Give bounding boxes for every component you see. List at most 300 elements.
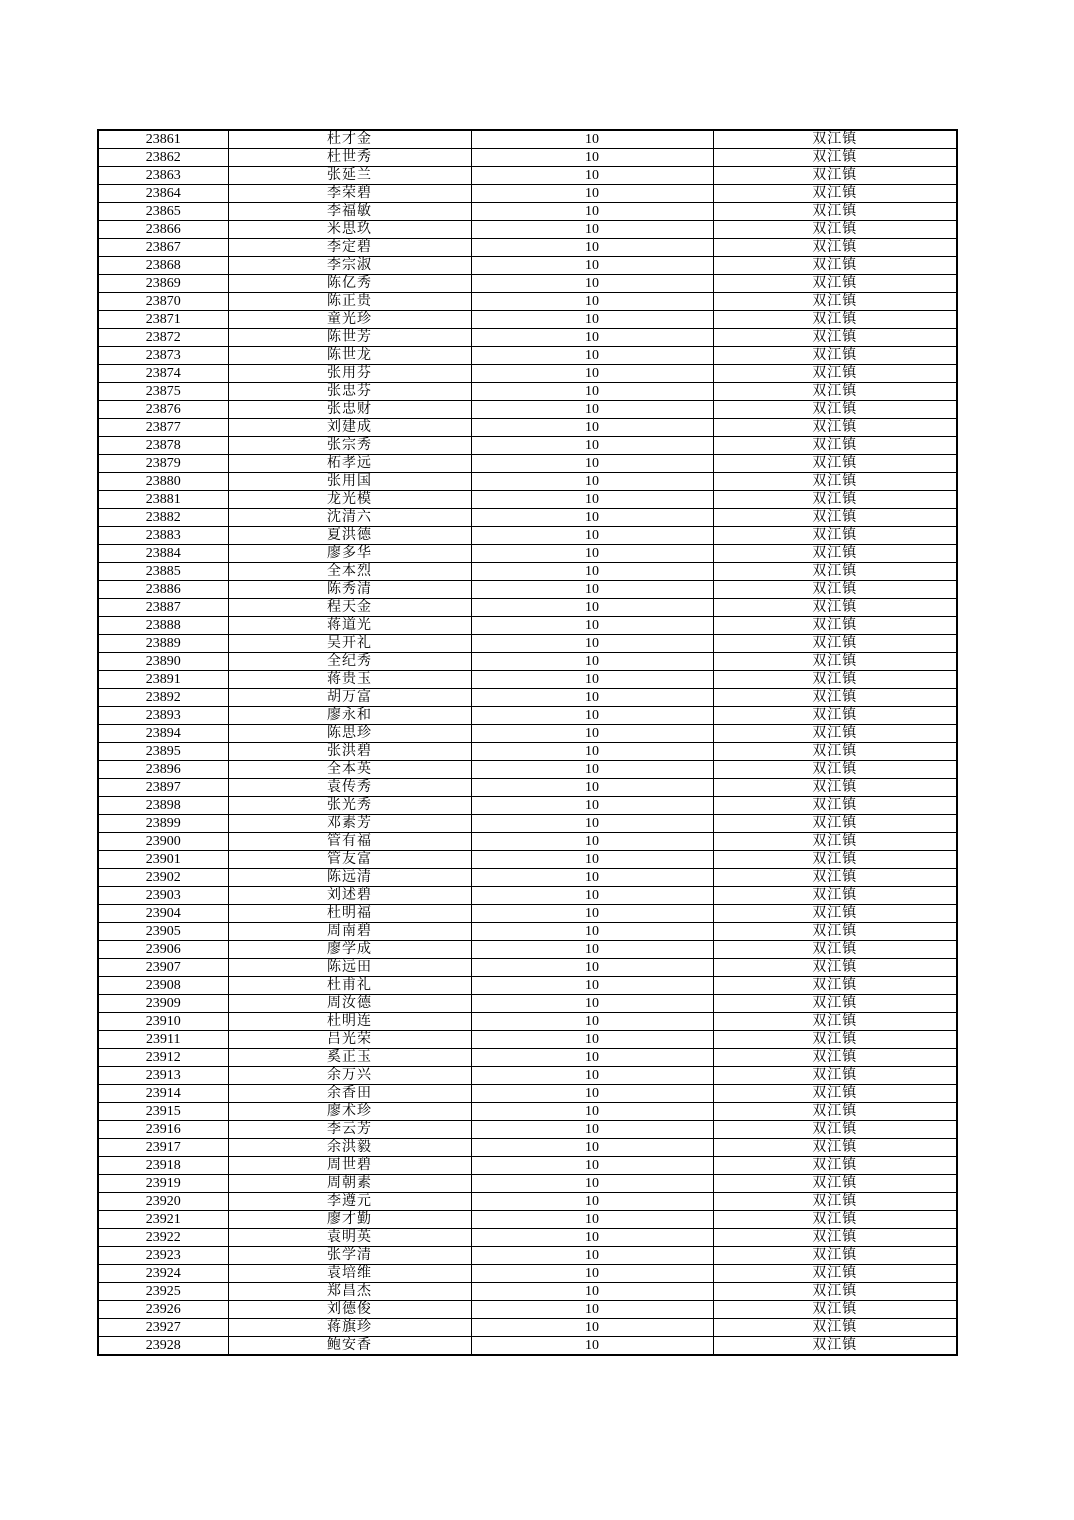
table-row: [98, 815, 957, 833]
table-row: [98, 239, 957, 257]
table-row: [98, 1157, 957, 1175]
serial-number-cell: 23886: [98, 581, 228, 599]
serial-number-cell: 23865: [98, 203, 228, 221]
town-cell: 双江镇: [713, 239, 957, 257]
amount-cell: 10: [471, 203, 713, 221]
table-row: [98, 203, 957, 221]
town-cell: 双江镇: [713, 653, 957, 671]
table-row: [98, 707, 957, 725]
table-row: [98, 761, 957, 779]
amount-cell: 10: [471, 707, 713, 725]
serial-number-cell: 23884: [98, 545, 228, 563]
town-cell: 双江镇: [713, 635, 957, 653]
serial-number-cell: 23902: [98, 869, 228, 887]
name-cell: 程天金: [228, 599, 471, 617]
table-row: [98, 329, 957, 347]
name-cell: 张忠芬: [228, 383, 471, 401]
amount-cell: 10: [471, 437, 713, 455]
amount-cell: 10: [471, 1247, 713, 1265]
town-cell: 双江镇: [713, 563, 957, 581]
town-cell: 双江镇: [713, 761, 957, 779]
amount-cell: 10: [471, 1193, 713, 1211]
name-cell: 张洪碧: [228, 743, 471, 761]
table-row: [98, 887, 957, 905]
serial-number-cell: 23889: [98, 635, 228, 653]
table-row: [98, 167, 957, 185]
table-row: [98, 1283, 957, 1301]
name-cell: 余洪毅: [228, 1139, 471, 1157]
town-cell: 双江镇: [713, 509, 957, 527]
town-cell: 双江镇: [713, 491, 957, 509]
town-cell: 双江镇: [713, 689, 957, 707]
roster-table: [97, 129, 958, 1356]
serial-number-cell: 23864: [98, 185, 228, 203]
town-cell: 双江镇: [713, 797, 957, 815]
name-cell: 胡万富: [228, 689, 471, 707]
amount-cell: 10: [471, 797, 713, 815]
name-cell: 张忠财: [228, 401, 471, 419]
amount-cell: 10: [471, 293, 713, 311]
amount-cell: 10: [471, 779, 713, 797]
roster-sheet: [97, 129, 956, 1356]
town-cell: 双江镇: [713, 347, 957, 365]
table-row: [98, 743, 957, 761]
town-cell: 双江镇: [713, 419, 957, 437]
town-cell: 双江镇: [713, 779, 957, 797]
roster-body: [98, 130, 957, 1355]
serial-number-cell: 23899: [98, 815, 228, 833]
serial-number-cell: 23901: [98, 851, 228, 869]
name-cell: 杜才金: [228, 130, 471, 149]
serial-number-cell: 23863: [98, 167, 228, 185]
serial-number-cell: 23913: [98, 1067, 228, 1085]
table-row: [98, 671, 957, 689]
amount-cell: 10: [471, 1049, 713, 1067]
amount-cell: 10: [471, 1301, 713, 1319]
name-cell: 刘建成: [228, 419, 471, 437]
amount-cell: 10: [471, 1085, 713, 1103]
name-cell: 余万兴: [228, 1067, 471, 1085]
table-row: [98, 185, 957, 203]
amount-cell: 10: [471, 257, 713, 275]
name-cell: 陈远田: [228, 959, 471, 977]
serial-number-cell: 23885: [98, 563, 228, 581]
serial-number-cell: 23879: [98, 455, 228, 473]
name-cell: 邓素芳: [228, 815, 471, 833]
amount-cell: 10: [471, 869, 713, 887]
serial-number-cell: 23927: [98, 1319, 228, 1337]
town-cell: 双江镇: [713, 383, 957, 401]
serial-number-cell: 23894: [98, 725, 228, 743]
name-cell: 廖永和: [228, 707, 471, 725]
amount-cell: 10: [471, 455, 713, 473]
town-cell: 双江镇: [713, 599, 957, 617]
table-row: [98, 509, 957, 527]
table-row: [98, 563, 957, 581]
amount-cell: 10: [471, 149, 713, 167]
serial-number-cell: 23918: [98, 1157, 228, 1175]
table-row: [98, 383, 957, 401]
table-row: [98, 851, 957, 869]
name-cell: 杜甫礼: [228, 977, 471, 995]
amount-cell: 10: [471, 527, 713, 545]
amount-cell: 10: [471, 851, 713, 869]
amount-cell: 10: [471, 635, 713, 653]
amount-cell: 10: [471, 1175, 713, 1193]
amount-cell: 10: [471, 905, 713, 923]
town-cell: 双江镇: [713, 671, 957, 689]
town-cell: 双江镇: [713, 473, 957, 491]
amount-cell: 10: [471, 959, 713, 977]
table-row: [98, 1139, 957, 1157]
amount-cell: 10: [471, 365, 713, 383]
town-cell: 双江镇: [713, 401, 957, 419]
town-cell: 双江镇: [713, 1139, 957, 1157]
table-row: [98, 1229, 957, 1247]
name-cell: 张延兰: [228, 167, 471, 185]
serial-number-cell: 23909: [98, 995, 228, 1013]
amount-cell: 10: [471, 1283, 713, 1301]
serial-number-cell: 23878: [98, 437, 228, 455]
town-cell: 双江镇: [713, 905, 957, 923]
table-row: [98, 473, 957, 491]
amount-cell: 10: [471, 743, 713, 761]
name-cell: 李宗淑: [228, 257, 471, 275]
town-cell: 双江镇: [713, 455, 957, 473]
name-cell: 鲍安香: [228, 1337, 471, 1356]
name-cell: 陈世龙: [228, 347, 471, 365]
town-cell: 双江镇: [713, 617, 957, 635]
amount-cell: 10: [471, 563, 713, 581]
amount-cell: 10: [471, 1031, 713, 1049]
amount-cell: 10: [471, 725, 713, 743]
name-cell: 李定碧: [228, 239, 471, 257]
town-cell: 双江镇: [713, 707, 957, 725]
name-cell: 张光秀: [228, 797, 471, 815]
name-cell: 李遵元: [228, 1193, 471, 1211]
name-cell: 沈清六: [228, 509, 471, 527]
table-row: [98, 437, 957, 455]
serial-number-cell: 23868: [98, 257, 228, 275]
serial-number-cell: 23870: [98, 293, 228, 311]
table-row: [98, 1103, 957, 1121]
serial-number-cell: 23905: [98, 923, 228, 941]
amount-cell: 10: [471, 941, 713, 959]
serial-number-cell: 23882: [98, 509, 228, 527]
town-cell: 双江镇: [713, 437, 957, 455]
table-row: [98, 959, 957, 977]
serial-number-cell: 23904: [98, 905, 228, 923]
name-cell: 周汝德: [228, 995, 471, 1013]
table-row: [98, 599, 957, 617]
table-row: [98, 995, 957, 1013]
name-cell: 全本英: [228, 761, 471, 779]
table-row: [98, 797, 957, 815]
table-row: [98, 1265, 957, 1283]
serial-number-cell: 23872: [98, 329, 228, 347]
amount-cell: 10: [471, 761, 713, 779]
table-row: [98, 347, 957, 365]
amount-cell: 10: [471, 995, 713, 1013]
serial-number-cell: 23866: [98, 221, 228, 239]
name-cell: 李荣碧: [228, 185, 471, 203]
name-cell: 李云芳: [228, 1121, 471, 1139]
name-cell: 杜世秀: [228, 149, 471, 167]
serial-number-cell: 23891: [98, 671, 228, 689]
serial-number-cell: 23869: [98, 275, 228, 293]
name-cell: 廖多华: [228, 545, 471, 563]
amount-cell: 10: [471, 1157, 713, 1175]
amount-cell: 10: [471, 833, 713, 851]
name-cell: 廖学成: [228, 941, 471, 959]
serial-number-cell: 23924: [98, 1265, 228, 1283]
table-row: [98, 833, 957, 851]
town-cell: 双江镇: [713, 1031, 957, 1049]
table-row: [98, 545, 957, 563]
table-row: [98, 1121, 957, 1139]
name-cell: 廖才勤: [228, 1211, 471, 1229]
amount-cell: 10: [471, 239, 713, 257]
amount-cell: 10: [471, 1067, 713, 1085]
town-cell: 双江镇: [713, 815, 957, 833]
town-cell: 双江镇: [713, 1085, 957, 1103]
name-cell: 柘孝远: [228, 455, 471, 473]
name-cell: 陈远清: [228, 869, 471, 887]
town-cell: 双江镇: [713, 1319, 957, 1337]
amount-cell: 10: [471, 221, 713, 239]
table-row: [98, 1211, 957, 1229]
town-cell: 双江镇: [713, 1265, 957, 1283]
table-row: [98, 275, 957, 293]
serial-number-cell: 23867: [98, 239, 228, 257]
serial-number-cell: 23923: [98, 1247, 228, 1265]
town-cell: 双江镇: [713, 275, 957, 293]
town-cell: 双江镇: [713, 203, 957, 221]
table-row: [98, 725, 957, 743]
table-row: [98, 293, 957, 311]
name-cell: 郑昌杰: [228, 1283, 471, 1301]
amount-cell: 10: [471, 689, 713, 707]
town-cell: 双江镇: [713, 1301, 957, 1319]
table-row: [98, 941, 957, 959]
table-row: [98, 1031, 957, 1049]
table-row: [98, 257, 957, 275]
amount-cell: 10: [471, 167, 713, 185]
name-cell: 米思玖: [228, 221, 471, 239]
amount-cell: 10: [471, 1121, 713, 1139]
town-cell: 双江镇: [713, 545, 957, 563]
town-cell: 双江镇: [713, 851, 957, 869]
amount-cell: 10: [471, 1337, 713, 1356]
serial-number-cell: 23926: [98, 1301, 228, 1319]
name-cell: 张学清: [228, 1247, 471, 1265]
amount-cell: 10: [471, 1229, 713, 1247]
name-cell: 奚正玉: [228, 1049, 471, 1067]
name-cell: 张用芬: [228, 365, 471, 383]
name-cell: 陈思珍: [228, 725, 471, 743]
name-cell: 全纪秀: [228, 653, 471, 671]
town-cell: 双江镇: [713, 167, 957, 185]
table-row: [98, 311, 957, 329]
name-cell: 陈正贵: [228, 293, 471, 311]
serial-number-cell: 23903: [98, 887, 228, 905]
name-cell: 余香田: [228, 1085, 471, 1103]
table-row: [98, 977, 957, 995]
amount-cell: 10: [471, 545, 713, 563]
name-cell: 廖术珍: [228, 1103, 471, 1121]
table-row: [98, 1301, 957, 1319]
serial-number-cell: 23895: [98, 743, 228, 761]
town-cell: 双江镇: [713, 1121, 957, 1139]
name-cell: 吴开礼: [228, 635, 471, 653]
serial-number-cell: 23888: [98, 617, 228, 635]
table-row: [98, 1193, 957, 1211]
name-cell: 陈世芳: [228, 329, 471, 347]
serial-number-cell: 23871: [98, 311, 228, 329]
serial-number-cell: 23896: [98, 761, 228, 779]
serial-number-cell: 23880: [98, 473, 228, 491]
table-row: [98, 1049, 957, 1067]
serial-number-cell: 23898: [98, 797, 228, 815]
amount-cell: 10: [471, 383, 713, 401]
town-cell: 双江镇: [713, 221, 957, 239]
town-cell: 双江镇: [713, 923, 957, 941]
serial-number-cell: 23900: [98, 833, 228, 851]
town-cell: 双江镇: [713, 1211, 957, 1229]
serial-number-cell: 23875: [98, 383, 228, 401]
serial-number-cell: 23862: [98, 149, 228, 167]
town-cell: 双江镇: [713, 1247, 957, 1265]
table-row: [98, 130, 957, 149]
table-row: [98, 401, 957, 419]
town-cell: 双江镇: [713, 959, 957, 977]
serial-number-cell: 23912: [98, 1049, 228, 1067]
town-cell: 双江镇: [713, 293, 957, 311]
amount-cell: 10: [471, 887, 713, 905]
serial-number-cell: 23916: [98, 1121, 228, 1139]
table-row: [98, 1175, 957, 1193]
table-row: [98, 1247, 957, 1265]
serial-number-cell: 23877: [98, 419, 228, 437]
town-cell: 双江镇: [713, 581, 957, 599]
amount-cell: 10: [471, 1265, 713, 1283]
amount-cell: 10: [471, 509, 713, 527]
serial-number-cell: 23883: [98, 527, 228, 545]
town-cell: 双江镇: [713, 833, 957, 851]
table-row: [98, 581, 957, 599]
amount-cell: 10: [471, 1139, 713, 1157]
serial-number-cell: 23928: [98, 1337, 228, 1356]
town-cell: 双江镇: [713, 329, 957, 347]
town-cell: 双江镇: [713, 365, 957, 383]
table-row: [98, 779, 957, 797]
name-cell: 周南碧: [228, 923, 471, 941]
town-cell: 双江镇: [713, 130, 957, 149]
name-cell: 李福敏: [228, 203, 471, 221]
town-cell: 双江镇: [713, 743, 957, 761]
amount-cell: 10: [471, 473, 713, 491]
serial-number-cell: 23890: [98, 653, 228, 671]
name-cell: 刘德俊: [228, 1301, 471, 1319]
town-cell: 双江镇: [713, 1103, 957, 1121]
table-row: [98, 527, 957, 545]
name-cell: 童光珍: [228, 311, 471, 329]
amount-cell: 10: [471, 923, 713, 941]
amount-cell: 10: [471, 1319, 713, 1337]
table-row: [98, 1319, 957, 1337]
serial-number-cell: 23873: [98, 347, 228, 365]
table-row: [98, 923, 957, 941]
town-cell: 双江镇: [713, 1157, 957, 1175]
town-cell: 双江镇: [713, 257, 957, 275]
serial-number-cell: 23915: [98, 1103, 228, 1121]
name-cell: 袁明英: [228, 1229, 471, 1247]
amount-cell: 10: [471, 329, 713, 347]
table-row: [98, 221, 957, 239]
name-cell: 夏洪德: [228, 527, 471, 545]
amount-cell: 10: [471, 617, 713, 635]
town-cell: 双江镇: [713, 1175, 957, 1193]
amount-cell: 10: [471, 401, 713, 419]
town-cell: 双江镇: [713, 725, 957, 743]
table-row: [98, 419, 957, 437]
name-cell: 蒋贵玉: [228, 671, 471, 689]
amount-cell: 10: [471, 491, 713, 509]
serial-number-cell: 23925: [98, 1283, 228, 1301]
name-cell: 陈秀清: [228, 581, 471, 599]
table-row: [98, 653, 957, 671]
table-row: [98, 1337, 957, 1356]
table-row: [98, 635, 957, 653]
name-cell: 袁培维: [228, 1265, 471, 1283]
name-cell: 张用国: [228, 473, 471, 491]
table-row: [98, 149, 957, 167]
amount-cell: 10: [471, 599, 713, 617]
table-row: [98, 689, 957, 707]
name-cell: 蒋道光: [228, 617, 471, 635]
amount-cell: 10: [471, 275, 713, 293]
town-cell: 双江镇: [713, 1229, 957, 1247]
name-cell: 周朝素: [228, 1175, 471, 1193]
serial-number-cell: 23906: [98, 941, 228, 959]
amount-cell: 10: [471, 347, 713, 365]
town-cell: 双江镇: [713, 311, 957, 329]
name-cell: 龙光模: [228, 491, 471, 509]
town-cell: 双江镇: [713, 1337, 957, 1356]
serial-number-cell: 23907: [98, 959, 228, 977]
amount-cell: 10: [471, 977, 713, 995]
town-cell: 双江镇: [713, 869, 957, 887]
serial-number-cell: 23922: [98, 1229, 228, 1247]
town-cell: 双江镇: [713, 887, 957, 905]
serial-number-cell: 23908: [98, 977, 228, 995]
name-cell: 陈亿秀: [228, 275, 471, 293]
table-row: [98, 1085, 957, 1103]
table-row: [98, 1067, 957, 1085]
town-cell: 双江镇: [713, 941, 957, 959]
serial-number-cell: 23876: [98, 401, 228, 419]
serial-number-cell: 23914: [98, 1085, 228, 1103]
name-cell: 张宗秀: [228, 437, 471, 455]
serial-number-cell: 23917: [98, 1139, 228, 1157]
amount-cell: 10: [471, 1103, 713, 1121]
name-cell: 杜明福: [228, 905, 471, 923]
serial-number-cell: 23919: [98, 1175, 228, 1193]
town-cell: 双江镇: [713, 1049, 957, 1067]
serial-number-cell: 23892: [98, 689, 228, 707]
town-cell: 双江镇: [713, 1067, 957, 1085]
serial-number-cell: 23887: [98, 599, 228, 617]
